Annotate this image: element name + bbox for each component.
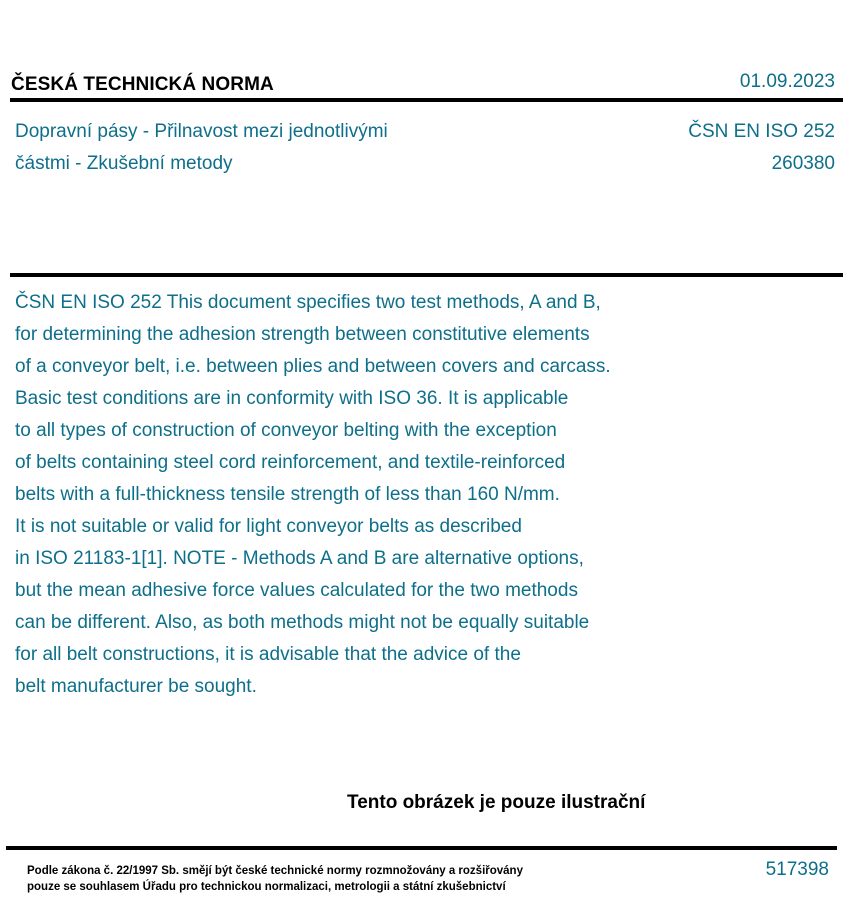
abstract-line: to all types of construction of conveyor belting with the exception xyxy=(15,420,557,441)
document-title-line: Dopravní pásy - Přilnavost mezi jednotlivými xyxy=(15,121,388,142)
footer-legal-line: Podle zákona č. 22/1997 Sb. smějí být české technické normy rozmnožovány a rozšiřovány xyxy=(27,865,523,877)
abstract-line: but the mean adhesive force values calculated for the two methods xyxy=(15,580,578,601)
abstract-line: Basic test conditions are in conformity with ISO 36. It is applicable xyxy=(15,388,569,409)
illustration-note: Tento obrázek je pouze ilustrační xyxy=(347,792,646,813)
abstract-line: for determining the adhesion strength between constitutive elements xyxy=(15,324,590,345)
header-rule xyxy=(10,98,843,102)
abstract-line: can be different. Also, as both methods might not be equally suitable xyxy=(15,612,590,633)
abstract-line: belts with a full-thickness tensile strength of less than 160 N/mm. xyxy=(15,484,560,505)
abstract-line: for all belt constructions, it is advisable that the advice of the xyxy=(15,644,521,665)
abstract-text xyxy=(15,287,705,703)
footer-legal-line: pouze se souhlasem Úřadu pro technickou normalizaci, metrologii a státní zkušebnictví xyxy=(27,881,506,893)
abstract-line: of belts containing steel cord reinforcement, and textile-reinforced xyxy=(15,452,566,473)
abstract-line: It is not suitable or valid for light conveyor belts as described xyxy=(15,516,522,537)
footer-legal-note xyxy=(27,863,523,895)
document-title-line: částmi - Zkušební metody xyxy=(15,153,233,174)
header-date: 01.09.2023 xyxy=(739,71,835,92)
footer-document-id: 517398 xyxy=(765,859,829,880)
document-code-block xyxy=(688,116,835,180)
abstract-line: belt manufacturer be sought. xyxy=(15,676,257,697)
footer-rule xyxy=(6,846,837,850)
abstract-line: of a conveyor belt, i.e. between plies and between covers and carcass. xyxy=(15,356,611,377)
class-number: 260380 xyxy=(771,153,835,174)
abstract-top-rule xyxy=(10,273,843,277)
abstract-line: ČSN EN ISO 252 This document specifies two test methods, A and B, xyxy=(15,292,601,313)
header-title: ČESKÁ TECHNICKÁ NORMA xyxy=(11,74,274,95)
document-title xyxy=(15,116,485,180)
standard-code: ČSN EN ISO 252 xyxy=(688,121,835,142)
abstract-line: in ISO 21183-1[1]. NOTE - Methods A and B are alternative options, xyxy=(15,548,584,569)
